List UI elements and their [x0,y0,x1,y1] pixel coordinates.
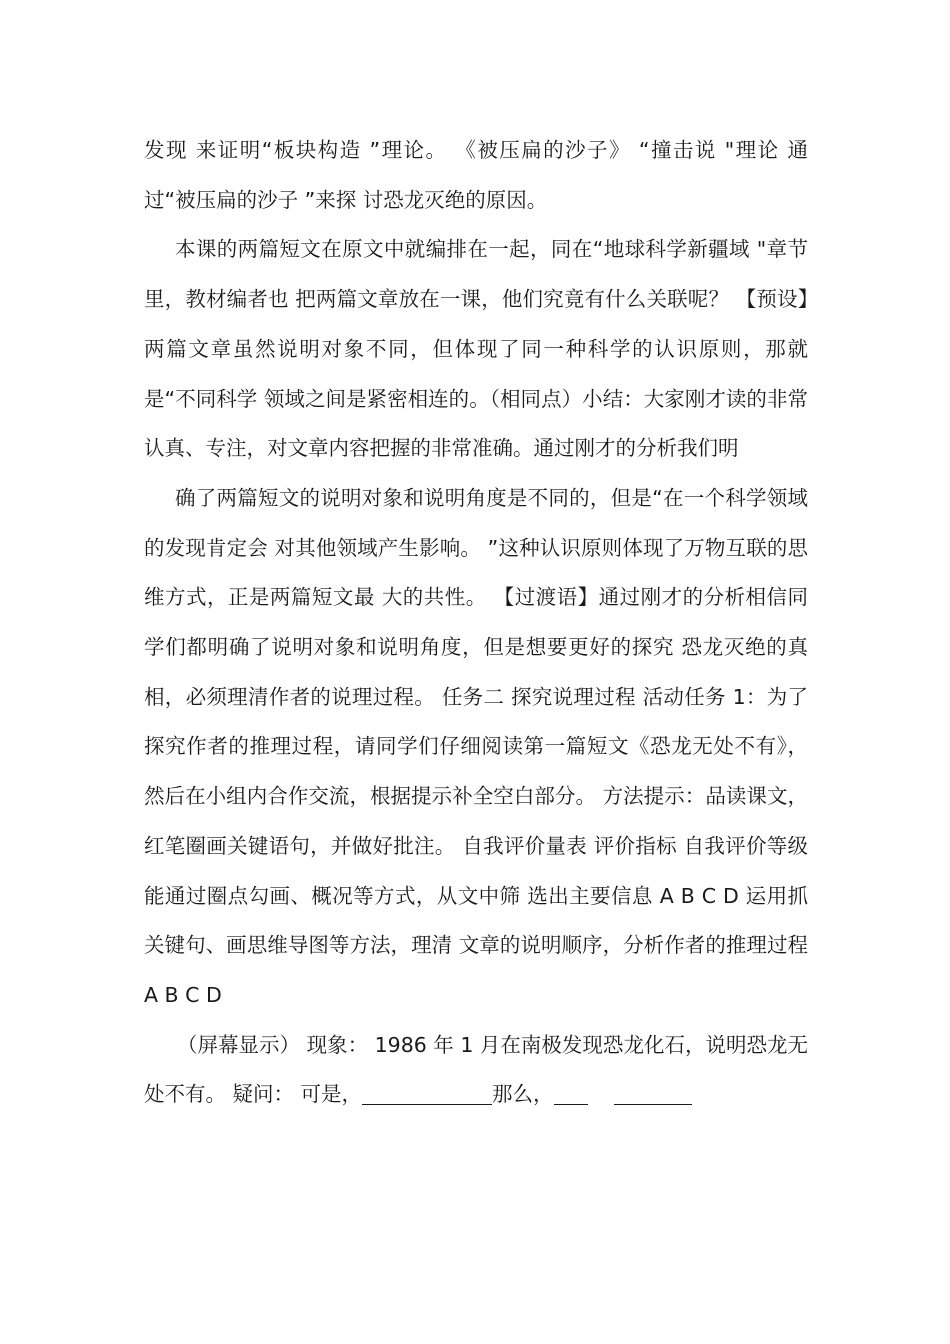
paragraph-4-text-2: 那么， [492,1082,554,1107]
paragraph-3: 确了两篇短文的说明对象和说明角度是不同的，但是“在一个科学领域的发现肯定会 对其他领域产生影响。 ”这种认识原则体现了万物互联的思维方式，正是两篇短文最 大的共性。 【过渡语】通过刚才的分析相信同学们都明确了说明对象和说明角度，但是想要更好的探究 恐龙灭绝的真相，必须理清作者的说理过程。 任务二 探究说理过程 活动任务 1：为了探究作者的推理过程，请同学们仔细阅读第一篇短文《恐龙无处不有》， 然后在小组内合作交流，根据提示补全空白部分。 方法提示：品读课文，红笔圈画关键语句，并做好批注。 自我评价量表 评价指标 自我评价等级 能通过圈点勾画、概况等方式，从文中筛 选出主要信息 A B C D 运用抓关键句、画思维导图等方法，理清 文章的说明顺序，分析作者的推理过程 A B C D [144,485,808,1007]
paragraph-1: 发现 来证明“板块构造 ”理论。 《被压扁的沙子》 “撞击说 "理论 通过“被压扁的沙子 ”来探 讨恐龙灭绝的原因。 [144,138,808,212]
paragraph-4 [144,1021,808,1120]
paragraph-2: 本课的两篇短文在原文中就编排在一起，同在“地球科学新疆域 "章节里，教材编者也 把两篇文章放在一课，他们究竟有什么关联呢？ 【预设】两篇文章虽然说明对象不同，但体现了同一种科学的认识原则，那就是“不同科学 领域之间是紧密相连的。（相同点）小结：大家刚才读的非常认真、专注，对文章内容把握的非常准确。通过刚才的分析我们明 [144,237,808,461]
fill-in-blank-3 [614,1084,692,1106]
fill-in-blank-1 [362,1084,492,1106]
document-body [144,126,808,1120]
fill-in-blank-2 [554,1084,588,1106]
paragraph-4-text-1: （屏幕显示） 现象： 1986 年 1 月在南极发现恐龙化石，说明恐龙无处不有。 疑问： 可是， [144,1032,808,1107]
